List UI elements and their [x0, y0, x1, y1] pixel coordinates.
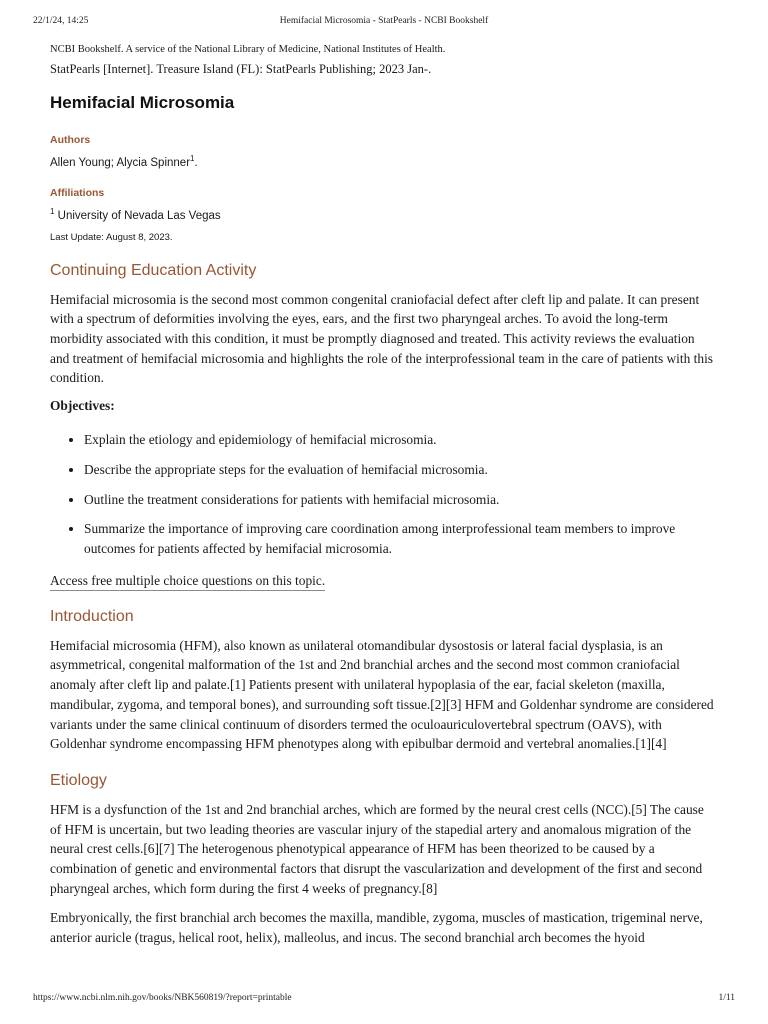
authors-names: Allen Young; Alycia Spinner — [50, 156, 191, 169]
affiliations-label: Affiliations — [50, 186, 105, 199]
page-title: Hemifacial Microsomia — [50, 93, 235, 112]
authors-label: Authors — [50, 134, 91, 146]
page-url: https://www.ncbi.nlm.nih.gov/books/NBK560819/?report=printable — [33, 993, 292, 1003]
etiology-heading: Etiology — [50, 771, 107, 789]
window-title: Hemifacial Microsomia - StatPearls - NCBI Bookshelf — [279, 16, 489, 26]
access-questions-link[interactable]: Access free multiple choice questions on this topic. — [50, 571, 325, 591]
list-item: • Describe the appropriate steps for the evaluation of hemifacial microsomia. — [84, 460, 714, 480]
page-number: 1/11 — [718, 993, 735, 1003]
objectives-label: Objectives: — [50, 398, 115, 414]
list-item: • Outline the treatment considerations for patients with hemifacial microsomia. — [84, 490, 714, 510]
affiliation — [50, 207, 714, 222]
etiology-paragraph-2: Embryonically, the first branchial arch becomes the maxilla, mandible, zygoma, muscles of mastication, trigeminal nerve, anterior auricle (tragus, helical root, helix), malleolus, and incus. The second branchial arch becomes the hyoid — [50, 910, 703, 946]
citation: StatPearls [Internet]. Treasure Island (FL): StatPearls Publishing; 2023 Jan-. — [50, 62, 432, 76]
list-item: • Explain the etiology and epidemiology of hemifacial microsomia. — [84, 430, 714, 450]
ce-heading: Continuing Education Activity — [50, 261, 257, 279]
article-content — [50, 44, 714, 958]
bookshelf-notice: NCBI Bookshelf. A service of the National Library of Medicine, National Institutes of Health. — [50, 44, 446, 55]
introduction-paragraph: Hemifacial microsomia (HFM), also known as unilateral otomandibular dysostosis or lateral facial dysplasia, is an asymmetrical, congenital malformation of the 1st and 2nd branchial arches and the second most common craniofacial anomaly after cleft lip and palate.[1] Patients present with unilateral hypoplasia of the ear, facial skeleton (maxilla, mandibular, zygoma, and temporal bones), and surrounding soft tissue.[2][3] HFM and Goldenhar syndrome are considered variants under the same clinical continuum of disorders termed the oculoauriculovertebral spectrum (OAVS), with Goldenhar syndrome encompassing HFM phenotypes along with epibulbar dermoid and vertebral anomalies.[1][4] — [50, 637, 714, 752]
affiliation-marker: 1 — [50, 206, 55, 216]
print-date: 22/1/24, 14:25 — [33, 16, 89, 26]
authors — [50, 154, 714, 169]
authors-end: . — [194, 156, 198, 169]
objectives-list — [50, 430, 714, 559]
etiology-paragraph-1: HFM is a dysfunction of the 1st and 2nd branchial arches, which are formed by the neural crest cells (NCC).[5] The cause of HFM is uncertain, but two leading theories are vascular injury of the stapedial artery and anomalous migration of the neural crest cells.[6][7] The heterogenous phenotypical appearance of HFM has been theorized to be caused by a combination of genetic and environmental factors that disrupt the vascularization and development of the first and second pharyngeal arches, which form during the first 4 weeks of pregnancy.[8] — [50, 801, 704, 896]
list-item: • Summarize the importance of improving care coordination among interprofessional team members to improve outcomes for patients affected by hemifacial microsomia. — [84, 519, 714, 558]
ce-paragraph: Hemifacial microsomia is the second most common congenital craniofacial defect after cleft lip and palate. It can present with a spectrum of deformities involving the eyes, ears, and the first two pharyngeal arches. To avoid the long-term morbidity associated with this condition, it must be promptly diagnosed and treated. This activity reviews the evaluation and treatment of hemifacial microsomia and highlights the role of the interprofessional team in the care of patients with this condition. — [50, 291, 714, 386]
authors-affiliation-marker[interactable]: 1 — [190, 154, 195, 163]
last-update: Last Update: August 8, 2023. — [50, 231, 173, 243]
introduction-heading: Introduction — [50, 607, 134, 625]
affiliation-name: University of Nevada Las Vegas — [54, 209, 221, 222]
